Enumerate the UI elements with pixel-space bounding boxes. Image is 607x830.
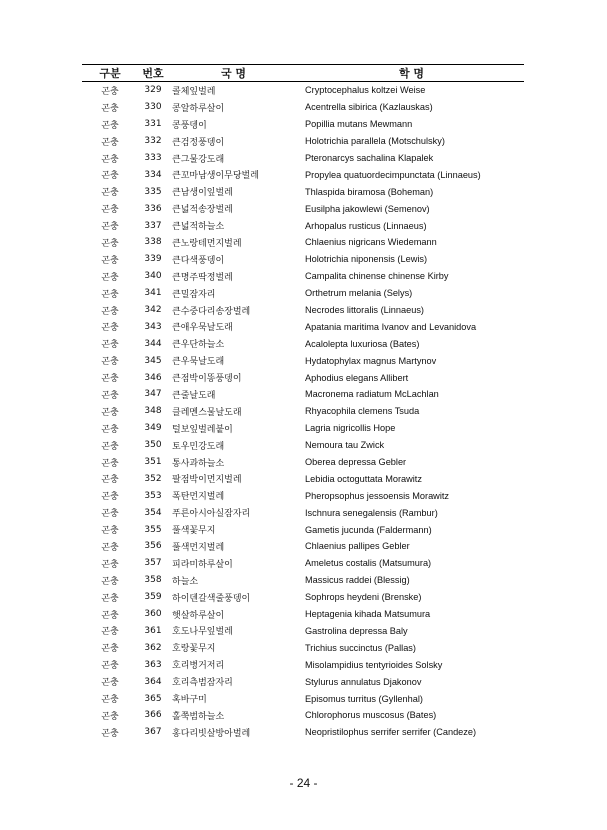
cell-number: 367 [144, 727, 162, 738]
cell-category: 곤충 [101, 374, 119, 385]
table-row [82, 572, 524, 589]
table-row [82, 555, 524, 572]
cell-korean-name: 푸른아시아실잠자리 [172, 509, 251, 520]
cell-scientific-name: Eusilpha jakowlewi (Semenov) [305, 203, 430, 214]
table-row [82, 589, 524, 606]
cell-korean-name: 털보잎벌레붙이 [172, 424, 233, 435]
cell-korean-name: 큰수중다리송장벌레 [172, 306, 251, 317]
cell-scientific-name: Apatania maritima Ivanov and Levanidova [305, 321, 477, 332]
cell-korean-name: 홍다리빗살방아벌레 [172, 728, 251, 739]
table-row [82, 403, 524, 420]
cell-scientific-name: Ameletus costalis (Matsumura) [305, 558, 432, 569]
cell-category: 곤충 [101, 593, 119, 604]
cell-scientific-name: Acentrella sibirica (Kazlauskas) [305, 102, 433, 113]
cell-korean-name: 큰노랑테먼지벌레 [172, 238, 242, 249]
table-row [82, 352, 524, 369]
table-row [82, 437, 524, 454]
cell-category: 곤충 [101, 424, 119, 435]
cell-number: 359 [144, 592, 162, 603]
cell-number: 331 [144, 119, 162, 130]
cell-scientific-name: Rhyacophila clemens Tsuda [305, 406, 420, 417]
table-row [82, 166, 524, 183]
cell-number: 335 [144, 186, 162, 197]
cell-category: 곤충 [101, 306, 119, 317]
table-row [82, 268, 524, 285]
cell-category: 곤충 [101, 509, 119, 520]
cell-number: 341 [144, 288, 162, 299]
table-row [82, 99, 524, 116]
cell-number: 354 [144, 507, 162, 518]
table-body [82, 82, 524, 741]
table-row [82, 183, 524, 200]
cell-number: 361 [144, 625, 162, 636]
cell-number: 332 [144, 136, 162, 147]
cell-number: 353 [144, 490, 162, 501]
table-row [82, 504, 524, 521]
cell-number: 358 [144, 575, 162, 586]
cell-scientific-name: Arhopalus rusticus (Linnaeus) [305, 220, 427, 231]
cell-korean-name: 피라미하루살이 [172, 559, 233, 570]
cell-korean-name: 큰다색풍뎅이 [172, 255, 225, 266]
table-row [82, 420, 524, 437]
cell-scientific-name: Chlaenius nigricans Wiedemann [305, 237, 437, 248]
header-number: 번호 [138, 65, 168, 82]
cell-scientific-name: Aphodius elegans Allibert [305, 372, 409, 383]
cell-number: 336 [144, 203, 162, 214]
cell-scientific-name: Cryptocephalus koltzei Weise [305, 85, 426, 96]
table-row [82, 82, 524, 99]
cell-scientific-name: Thlaspida biramosa (Boheman) [305, 186, 434, 197]
cell-korean-name: 햇살하루살이 [172, 610, 225, 621]
cell-scientific-name: Popillia mutans Mewmann [305, 119, 413, 130]
cell-number: 345 [144, 355, 162, 366]
cell-number: 352 [144, 473, 162, 484]
cell-number: 333 [144, 153, 162, 163]
table-row [82, 707, 524, 724]
cell-category: 곤충 [101, 711, 119, 722]
cell-korean-name: 큰밀잠자리 [172, 289, 216, 300]
cell-korean-name: 호랑꽃무지 [172, 644, 216, 655]
cell-number: 334 [144, 169, 162, 180]
cell-number: 342 [144, 305, 162, 316]
cell-number: 366 [144, 710, 162, 721]
cell-number: 351 [144, 457, 162, 468]
table-row [82, 623, 524, 640]
cell-number: 340 [144, 271, 162, 282]
table-row [82, 470, 524, 487]
cell-number: 355 [144, 524, 162, 535]
cell-category: 곤충 [101, 475, 119, 486]
cell-category: 곤충 [101, 120, 119, 131]
page-number: - 24 - [289, 776, 318, 790]
cell-category: 곤충 [101, 576, 119, 587]
cell-number: 338 [144, 237, 162, 248]
table-row [82, 639, 524, 656]
cell-scientific-name: Orthetrum melania (Selys) [305, 288, 413, 299]
cell-category: 곤충 [101, 441, 119, 452]
cell-category: 곤충 [101, 205, 119, 216]
cell-scientific-name: Pheropsophus jessoensis Morawitz [305, 490, 450, 501]
cell-korean-name: 큰남생이잎벌레 [172, 188, 233, 199]
cell-category: 곤충 [101, 695, 119, 705]
cell-korean-name: 토우민강도래 [172, 441, 225, 452]
cell-korean-name: 홀쭉범하늘소 [172, 711, 225, 722]
table-row [82, 656, 524, 673]
cell-scientific-name: Campalita chinense chinense Kirby [305, 271, 449, 282]
cell-category: 곤충 [101, 644, 119, 655]
cell-category: 곤충 [101, 458, 119, 469]
cell-scientific-name: Heptagenia kihada Matsumura [305, 609, 431, 620]
cell-category: 곤충 [101, 492, 119, 503]
cell-number: 346 [144, 372, 162, 383]
cell-scientific-name: Nemoura tau Zwick [305, 440, 385, 451]
table-row [82, 538, 524, 555]
cell-korean-name: 콜체잎벌레 [172, 86, 216, 97]
cell-korean-name: 큰점박이똥풍뎅이 [172, 374, 242, 385]
cell-category: 곤충 [101, 137, 119, 148]
cell-number: 362 [144, 642, 162, 653]
cell-korean-name: 클레멘스물날도래 [172, 407, 242, 418]
cell-number: 344 [144, 338, 162, 349]
table-row [82, 386, 524, 403]
cell-korean-name: 호리측범잠자리 [172, 678, 233, 689]
cell-category: 곤충 [101, 323, 119, 334]
cell-korean-name: 콩알하루살이 [172, 103, 225, 114]
cell-scientific-name: Propylea quatuordecimpunctata (Linnaeus) [305, 169, 481, 180]
table-row [82, 606, 524, 623]
cell-category: 곤충 [101, 542, 119, 553]
cell-category: 곤충 [101, 103, 119, 114]
table-row [82, 318, 524, 335]
cell-number: 364 [144, 676, 162, 687]
cell-number: 365 [144, 693, 162, 704]
cell-number: 350 [144, 440, 162, 451]
cell-scientific-name: Episomus turritus (Gyllenhal) [305, 693, 423, 704]
cell-category: 곤충 [101, 272, 119, 283]
table-row [82, 724, 524, 741]
table-row [82, 690, 524, 707]
cell-category: 곤충 [101, 154, 119, 165]
cell-scientific-name: Acalolepta luxuriosa (Bates) [305, 338, 420, 349]
table-row [82, 234, 524, 251]
table-row [82, 335, 524, 352]
cell-category: 곤충 [101, 559, 119, 570]
cell-scientific-name: Massicus raddei (Blessig) [305, 575, 410, 586]
cell-korean-name: 하늘소 [172, 576, 199, 587]
cell-category: 곤충 [101, 255, 119, 266]
cell-korean-name: 큰꼬마남생이무당벌레 [172, 171, 259, 182]
cell-scientific-name: Holotrichia parallela (Motschulsky) [305, 136, 445, 147]
cell-scientific-name: Trichius succinctus (Pallas) [305, 642, 416, 653]
cell-korean-name: 호리병거저리 [172, 661, 225, 672]
cell-korean-name: 폭탄먼지벌레 [172, 492, 225, 503]
cell-scientific-name: Ischnura senegalensis (Rambur) [305, 507, 438, 518]
table-row [82, 487, 524, 504]
table-row [82, 133, 524, 150]
cell-korean-name: 하이덴갈색줄풍뎅이 [172, 593, 251, 604]
cell-korean-name: 큰우단하늘소 [172, 340, 225, 351]
cell-number: 343 [144, 321, 162, 332]
cell-number: 357 [144, 558, 162, 569]
cell-number: 329 [144, 85, 162, 96]
cell-korean-name: 큰명주딱정벌레 [172, 272, 233, 283]
cell-number: 347 [144, 389, 162, 400]
cell-category: 곤충 [101, 661, 119, 672]
cell-scientific-name: Gametis jucunda (Faldermann) [305, 524, 432, 535]
cell-category: 곤충 [101, 171, 119, 182]
cell-category: 곤충 [101, 289, 119, 300]
cell-category: 곤충 [101, 407, 119, 418]
cell-korean-name: 통사과하늘소 [172, 458, 225, 469]
cell-category: 곤충 [101, 357, 119, 368]
cell-category: 곤충 [101, 728, 119, 739]
cell-category: 곤충 [101, 86, 119, 97]
cell-number: 337 [144, 220, 162, 231]
cell-korean-name: 콩풍뎅이 [172, 120, 207, 131]
table-row [82, 200, 524, 217]
cell-category: 곤충 [101, 678, 119, 689]
cell-korean-name: 풀색꽃무지 [172, 526, 216, 537]
table-row [82, 251, 524, 268]
cell-scientific-name: Pteronarcys sachalina Klapalek [305, 153, 434, 163]
header-category: 구분 [82, 65, 138, 82]
cell-number: 330 [144, 102, 162, 113]
cell-korean-name: 풀색먼지벌레 [172, 542, 225, 553]
cell-scientific-name: Macronema radiatum McLachlan [305, 389, 439, 400]
cell-number: 348 [144, 406, 162, 417]
table-row [82, 150, 524, 167]
cell-korean-name: 큰그물강도래 [172, 154, 225, 165]
cell-category: 곤충 [101, 188, 119, 199]
header-korean-name: 국 명 [168, 65, 299, 82]
cell-korean-name: 큰줄날도래 [172, 390, 216, 401]
cell-scientific-name: Hydatophylax magnus Martynov [305, 355, 437, 366]
cell-category: 곤충 [101, 627, 119, 638]
cell-scientific-name: Neopristilophus serrifer serrifer (Candeze) [305, 727, 477, 738]
cell-scientific-name: Lagria nigricollis Hope [305, 423, 396, 434]
cell-scientific-name: Oberea depressa Gebler [305, 457, 407, 468]
table-row [82, 521, 524, 538]
cell-number: 356 [144, 541, 162, 552]
table-row [82, 369, 524, 386]
header-scientific-name: 학 명 [299, 65, 524, 82]
cell-category: 곤충 [101, 526, 119, 537]
table-row [82, 454, 524, 471]
table-header-row [82, 65, 524, 82]
cell-korean-name: 큰애우묵날도래 [172, 323, 233, 334]
cell-category: 곤충 [101, 222, 119, 233]
cell-korean-name: 팔점박이먼지벌레 [172, 475, 242, 486]
cell-korean-name: 큰검정풍뎅이 [172, 137, 225, 148]
cell-number: 360 [144, 609, 162, 620]
cell-number: 363 [144, 659, 162, 670]
species-table [82, 64, 524, 741]
cell-category: 곤충 [101, 238, 119, 249]
cell-scientific-name: Gastrolina depressa Baly [305, 625, 408, 636]
table-row [82, 285, 524, 302]
cell-scientific-name: Sophrops heydeni (Brenske) [305, 592, 422, 603]
table-row [82, 116, 524, 133]
cell-korean-name: 큰넓적송장벌레 [172, 205, 233, 216]
cell-number: 349 [144, 423, 162, 434]
cell-scientific-name: Necrodes littoralis (Linnaeus) [305, 305, 424, 316]
cell-scientific-name: Lebidia octoguttata Morawitz [305, 473, 422, 484]
table-row [82, 217, 524, 234]
table-row [82, 302, 524, 319]
cell-korean-name: 호도나무잎벌레 [172, 627, 233, 638]
cell-category: 곤충 [101, 390, 119, 401]
cell-scientific-name: Stylurus annulatus Djakonov [305, 676, 422, 687]
cell-korean-name: 큰우묵날도래 [172, 357, 225, 368]
cell-scientific-name: Chlaenius pallipes Gebler [305, 541, 410, 552]
cell-scientific-name: Holotrichia niponensis (Lewis) [305, 254, 428, 265]
cell-korean-name: 큰넓적하늘소 [172, 222, 225, 233]
cell-number: 339 [144, 254, 162, 265]
cell-scientific-name: Chlorophorus muscosus (Bates) [305, 710, 437, 721]
table-row [82, 673, 524, 690]
cell-category: 곤충 [101, 610, 119, 621]
cell-category: 곤충 [101, 340, 119, 351]
cell-scientific-name: Misolampidius tentyrioides Solsky [305, 659, 443, 670]
cell-korean-name: 혹바구미 [172, 695, 207, 705]
